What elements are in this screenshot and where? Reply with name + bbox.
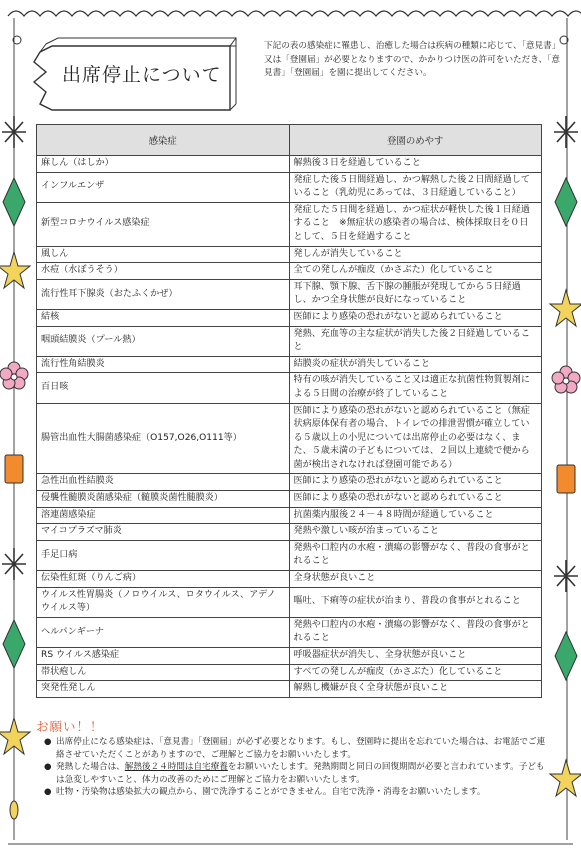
disease-cell: 帯状疱しん [37,664,290,681]
asterisk-icon [2,548,26,580]
disease-cell: 急性出血性結膜炎 [37,474,290,491]
disease-cell: 手足口病 [37,540,290,570]
table-row [37,156,542,173]
notice-item [36,761,546,786]
notice-text: をお願いいたします。発熱期間と同日の回復期間が必要と言われています。子どもは急変しやすいこと、体力の改善のためにご理解とご協力をお願いいたします。 [56,762,545,785]
criteria-cell: 嘔吐、下痢等の症状が治まり、普段の食事がとれること [289,587,542,617]
criteria-cell: 医師により感染の恐れがないと認められていること [289,474,542,491]
disease-cell: 新型コロナウイルス感染症 [37,202,290,246]
criteria-cell: 全ての発しんが痂皮（かさぶた）化していること [289,263,542,280]
asterisk-icon [554,560,578,592]
table-row [37,172,542,202]
criteria-cell: 全身状態が良いこと [289,571,542,588]
notice-text: 発熱した場合は、 [56,762,125,773]
criteria-cell: 呼吸器症状が消失し、全身状態が良いこと [289,648,542,665]
asterisk-icon [554,116,578,148]
rectangle-deco-icon [557,465,575,493]
disease-table [36,124,542,698]
notice-section [36,719,546,799]
table-row [37,524,542,541]
diamond-icon [555,632,577,680]
table-row [37,681,542,698]
table-row [37,587,542,617]
diamond-icon [3,620,25,668]
disease-cell: 風しん [37,246,290,263]
criteria-cell: 発熱や激しい咳が治まっていること [289,524,542,541]
disease-cell: インフルエンザ [37,172,290,202]
page-title: 出席停止について [62,64,222,86]
table-row [37,309,542,326]
notice-text: 出席停止になる感染症は、「意見書」「登園届」が必ず必要となります。もし、登園時に提出を忘れていた場合は、お電話でご連絡させていただくことがありますので、ご理解とご協力をお願いいたします。 [56,737,546,760]
disease-cell: 流行性耳下腺炎（おたふくかぜ） [37,279,290,309]
bullet-icon: ● [44,762,52,773]
table-row [37,202,542,246]
notice-item [36,786,546,799]
table-row [37,356,542,373]
bullet-icon: ● [44,737,52,747]
disease-cell: 結核 [37,309,290,326]
table-row [37,246,542,263]
table-row [37,373,542,403]
criteria-cell: 発しんが消失していること [289,246,542,263]
criteria-cell: 医師により感染の恐れがないと認められていること [289,309,542,326]
table-row [37,279,542,309]
criteria-cell: 抗菌薬内服後２４－４８時間が経過していること [289,507,542,524]
notice-item [36,736,546,761]
disease-cell: 突発性発しん [37,681,290,698]
criteria-cell: 結膜炎の症状が消失していること [289,356,542,373]
bullet-icon: ● [44,787,52,798]
rectangle-deco-icon [5,455,23,483]
notice-emphasis: 解熱後２４時間は自宅療養 [124,762,228,773]
criteria-cell: 特有の咳が消失していること又は適正な抗菌性物質製剤による５日間の治療が終了していること [289,373,542,403]
table-row [37,474,542,491]
criteria-cell: 発熱、充血等の主な症状が消失した後２日経過していること [289,326,542,356]
star-icon [0,718,30,754]
disease-cell: マイコプラズマ肺炎 [37,524,290,541]
disease-cell: 侵襲性髄膜炎菌感染症（髄膜炎菌性髄膜炎） [37,491,290,508]
criteria-cell: 発症した後５日間経過し、かつ解熱した後２日間経過していること（乳幼児にあっては、３日経過していること） [289,172,542,202]
oval-deco-icon [10,801,18,819]
table-row [37,617,542,647]
table-row [37,263,542,280]
disease-cell: 流行性角結膜炎 [37,356,290,373]
disease-cell: 水痘（水ぼうそう） [37,263,290,280]
disease-cell: ウイルス性胃腸炎（ノロウイルス、ロタウイルス、アデノウイルス等） [37,587,290,617]
table-row [37,571,542,588]
notice-title: お願い！！ [36,719,104,734]
disease-cell: 麻しん（はしか） [37,156,290,173]
star-icon [550,290,581,326]
table-row [37,326,542,356]
asterisk-icon [2,116,26,148]
header-criteria: 登園のめやす [289,125,542,156]
intro-text: 下記の表の感染症に罹患し、治癒した場合は疾病の種類に応じて、「意見書」又は「登園届」が必要となりますので、かかりつけ医の許可をいただき、「意見書」「登園届」を園に提出してください。 [264,41,560,79]
disease-cell: RS ウイルス感染症 [37,648,290,665]
star-icon [550,760,581,796]
criteria-cell: 解熱し機嫌が良く全身状態が良いこと [289,681,542,698]
table-row [37,507,542,524]
criteria-cell: 発熱や口腔内の水疱・潰瘍の影響がなく、普段の食事がとれること [289,617,542,647]
diamond-icon [555,178,577,226]
criteria-cell: 発症した５日間を経過し、かつ症状が軽快した後１日経過すること ※無症状の感染者の場合は、検体採取日を０日として、５日を経過すること [289,202,542,246]
criteria-cell: 耳下腺、顎下腺、舌下腺の腫脹が発現してから５日経過し、かつ全身状態が良好になっていること [289,279,542,309]
criteria-cell: 医師により感染の恐れがないと認められていること [289,491,542,508]
table-row [37,540,542,570]
diamond-icon [3,178,25,226]
criteria-cell: 医師により感染の恐れがないと認められていること（無症状病原体保有者の場合、トイレでの排泄習慣が確立している５歳以上の小児については出席停止の必要はなく、また、５歳未満の子どもについては、２回以上連続で便から菌が検出されなければ登園可能である） [289,403,542,474]
notice-text: 吐物・汚染物は感染拡大の観点から、園で洗浄することができません。自宅で洗浄・消毒をお願いいたします。 [56,787,486,798]
disease-cell: 咽頭結膜炎（プール熱） [37,326,290,356]
header-disease: 感染症 [37,125,290,156]
disease-cell: ヘルパンギーナ [37,617,290,647]
flower-icon [552,366,580,393]
disease-cell: 溶連菌感染症 [37,507,290,524]
table-row [37,403,542,474]
disease-cell: 腸管出血性大腸菌感染症（O157,O26,O111等） [37,403,290,474]
table-row [37,491,542,508]
flower-icon [0,362,28,389]
table-row [37,664,542,681]
criteria-cell: すべての発しんが痂皮（かさぶた）化していること [289,664,542,681]
star-icon [0,252,30,288]
disease-cell: 百日咳 [37,373,290,403]
disease-cell: 伝染性紅斑（りんご病） [37,571,290,588]
criteria-cell: 解熱後３日を経過していること [289,156,542,173]
criteria-cell: 発熱や口腔内の水疱・潰瘍の影響がなく、普段の食事がとれること [289,540,542,570]
table-row [37,648,542,665]
scalloped-top-border-icon [8,11,581,16]
